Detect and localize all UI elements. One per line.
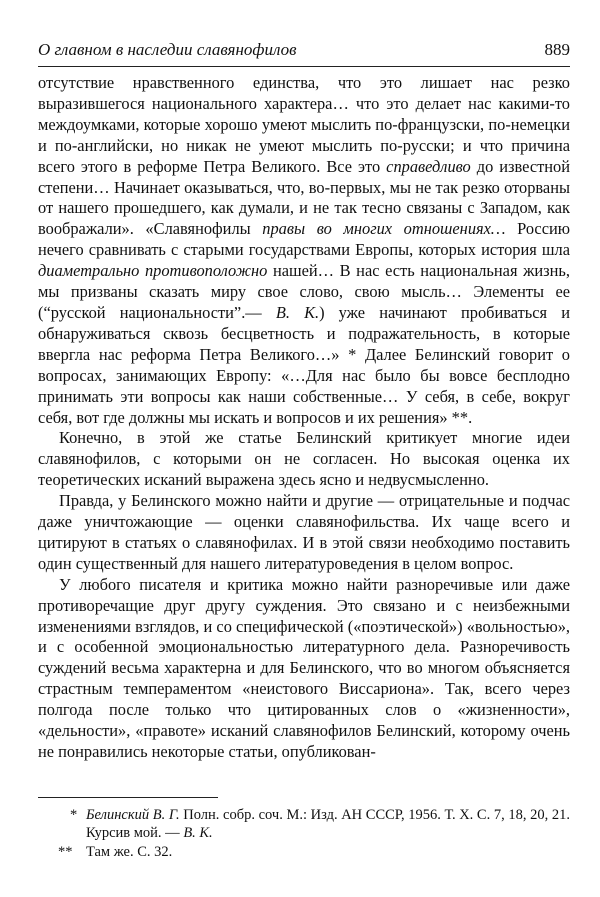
- paragraph-2: Конечно, в этой же статье Белинский критикует многие идеи славянофилов, с которыми он не согласен. Но высокая оценка их теоретических исканий выражена здесь ясно и недвусмысленно.: [38, 428, 570, 490]
- paragraph-1-run: Россию нечего сравнивать с старыми государствами Европы, которых история шла: [38, 219, 570, 260]
- paragraph-1-run: нашей… В нас есть национальная жизнь, мы призваны сказать миру свое слово, свою мысль… Элементы ее (“русской национальности”.—: [38, 261, 570, 322]
- footnotes: [38, 806, 570, 861]
- footnote-1-mark: *: [70, 807, 78, 823]
- paragraph-4: У любого писателя и критика можно найти разноречивые или даже противоречащие друг другу суждения. Это связано и с неизбежными изменениями взглядов, и со специфической («поэтической») «вольностью», и с особенной эмоциональностью литературного дела. Разноречивость суждений весьма характерна и для Белинского, что во многом объясняется страстным темпераментом «неистового Виссариона». Так, всего через полгода после только что цитированных слов о «жизненности», «дельности», «правоте» исканий славянофилов Белинский, которому очень не понравились некоторые статьи, опубликован-: [38, 574, 570, 761]
- paragraph-1: [38, 73, 570, 428]
- running-title: О главном в наследии славянофилов: [38, 40, 297, 59]
- paragraph-1-run: отсутствие нравственного единства, что это лишает нас резко выразившегося национального характера… что это делает нас какими-то междоумками, которые хорошо умеют мыслить по-французски, по-немецки и по-английски, но никак не умеют мыслить по-русски; и что причина всего этого в реформе Петра Великого. Все это: [38, 73, 570, 176]
- body-text: [38, 73, 570, 763]
- footnote-1-sign: В. К.: [183, 825, 213, 842]
- paragraph-1-run: справедливо: [386, 156, 471, 176]
- header-rule: [38, 66, 570, 67]
- page-number: 889: [544, 40, 570, 59]
- page-header: [38, 40, 570, 62]
- footnote-1-author: Белинский В. Г.: [86, 807, 180, 823]
- paragraph-1-run: В. К.: [275, 302, 320, 322]
- paragraph-1-run: ) уже начинают пробиваться и обнаруживаться сквозь бесцветность и подражательность, в которые ввергла нас реформа Петра Великого…» * Далее Белинский говорит о вопросах, занимающих Европу: «…Для нас было бы вовсе бесплодно принимать эти вопросы как наши собственные… У себя, в себе, вокруг себя, вот где должны мы искать и вопросов и их решения» **.: [38, 302, 570, 427]
- footnote-1-text: Полн. собр. соч. М.: Изд. АН СССР, 1956. Т. X. С. 7, 18, 20, 21. Курсив мой. —: [86, 807, 570, 842]
- paragraph-1-run: диаметрально противоположно: [38, 261, 268, 281]
- footnote-2-text: Там же. С. 32.: [86, 843, 173, 860]
- footnote-1: [38, 806, 570, 843]
- paragraph-1-run: правы во многих отношениях…: [262, 219, 506, 239]
- paragraph-3: Правда, у Белинского можно найти и другие — отрицательные и подчас даже уничтожающие — оценки славянофильства. Их чаще всего и цитируют в статьях о славянофилах. И в этой связи необходимо поставить один существенный для нашего литературоведения в целом вопрос.: [38, 491, 570, 573]
- paragraph-1-run: до известной степени… Начинает оказываться, что, во-первых, мы не так резко оторваны от нашего прошедшего, как думали, и не так тесно связаны с Западом, как воображали». «Славянофилы: [38, 156, 570, 239]
- footnote-2: [38, 843, 570, 861]
- footnote-rule: [38, 797, 218, 798]
- footnote-2-mark: **: [58, 843, 73, 860]
